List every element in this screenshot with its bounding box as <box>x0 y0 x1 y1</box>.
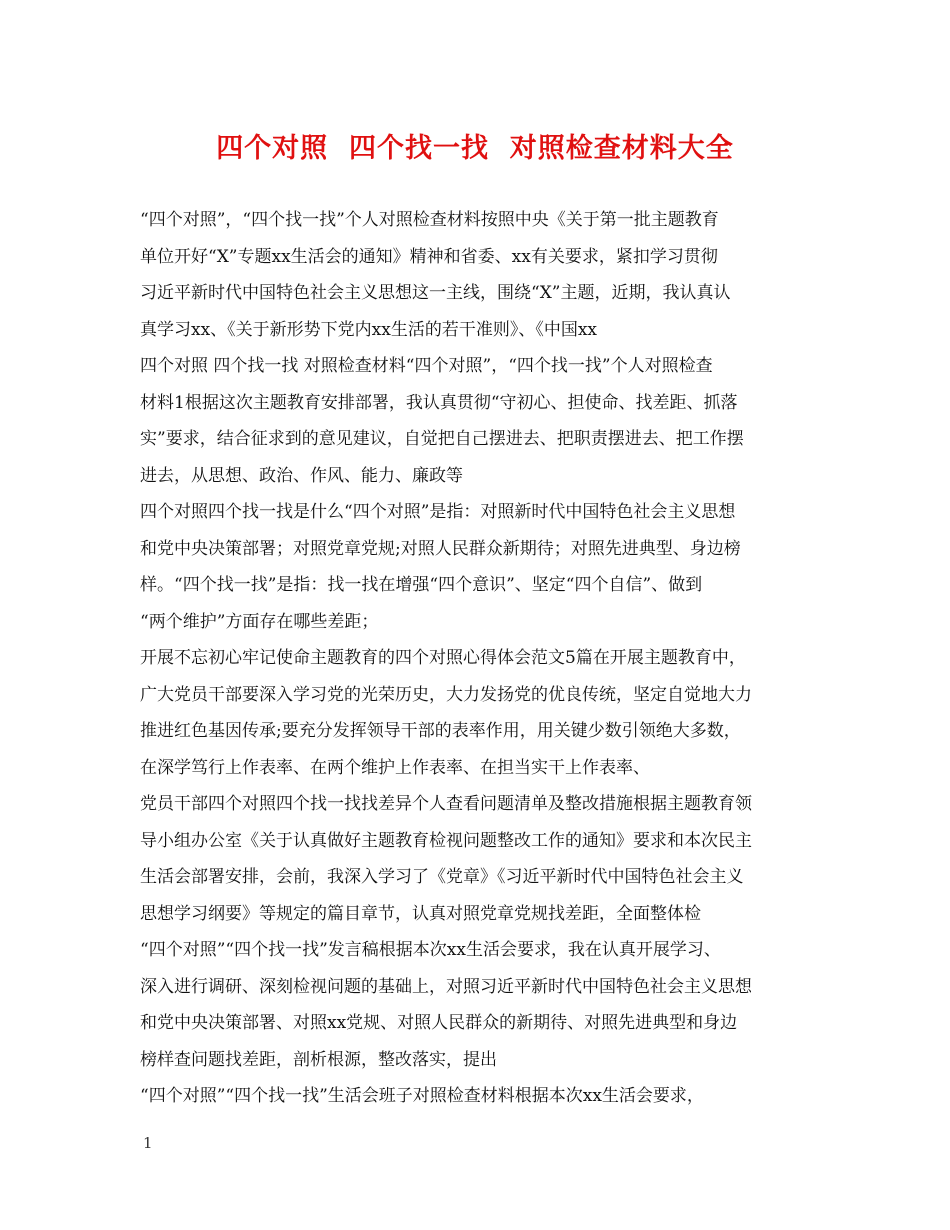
text-line: 推进红色基因传承;要充分发挥领导干部的表率作用，用关键少数引领绝大多数， <box>140 721 741 741</box>
text-line: 党员干部四个对照四个找一找找差异个人查看问题清单及整改措施根据主题教育领 <box>140 794 752 814</box>
text-line: 深入进行调研、深刻检视问题的基础上，对照习近平新时代中国特色社会主义思想 <box>140 976 752 997</box>
document-title: 四个对照 四个找一找 对照检查材料大全 <box>216 133 734 164</box>
text-line: 和党中央决策部署、对照xx党规、对照人民群众的新期待、对照先进典型和身边 <box>140 1013 738 1033</box>
text-line: 思想学习纲要》等规定的篇目章节，认真对照党章党规找差距，全面整体检 <box>140 903 701 924</box>
text-line: 广大党员干部要深入学习党的光荣历史，大力发扬党的优良传统，坚定自觉地大力 <box>140 684 752 705</box>
text-line: 习近平新时代中国特色社会主义思想这一主线，围绕“X”主题，近期，我认真认 <box>140 283 731 303</box>
text-line: 四个对照 四个找一找 对照检查材料“四个对照”，“四个找一找”个人对照检查 <box>140 356 713 376</box>
text-line: 导小组办公室《关于认真做好主题教育检视问题整改工作的通知》要求和本次民主 <box>140 830 752 851</box>
text-line: “两个维护”方面存在哪些差距； <box>140 611 379 632</box>
text-line: 开展不忘初心牢记使命主题教育的四个对照心得体会范文5篇在开展主题教育中， <box>140 648 746 668</box>
text-line: 在深学笃行上作表率、在两个维护上作表率、在担当实干上作表率、 <box>140 757 650 778</box>
text-line: “四个对照”，“四个找一找”个人对照检查材料按照中央《关于第一批主题教育 <box>140 210 719 230</box>
page-number: 1 <box>143 1134 153 1152</box>
text-line: 真学习xx、《关于新形势下党内xx生活的若干准则》、《中国xx <box>140 319 598 340</box>
document-body <box>140 202 830 1115</box>
text-line: “四个对照”“四个找一找”生活会班子对照检查材料根据本次xx生活会要求， <box>140 1086 704 1106</box>
text-line: 进去，从思想、政治、作风、能力、廉政等 <box>140 465 463 486</box>
text-line: 四个对照四个找一找是什么“四个对照”是指：对照新时代中国特色社会主义思想 <box>140 502 736 522</box>
text-line: 和党中央决策部署；对照党章党规;对照人民群众新期待；对照先进典型、身边榜 <box>140 538 741 559</box>
text-line: 材料1根据这次主题教育安排部署，我认真贯彻“守初心、担使命、找差距、抓落 <box>140 392 738 413</box>
text-line: 生活会部署安排，会前，我深入学习了《党章》《习近平新时代中国特色社会主义 <box>140 867 744 887</box>
text-line: 样。“四个找一找”是指：找一找在增强“四个意识”、坚定“四个自信”、做到 <box>140 575 703 595</box>
text-line: 实”要求，结合征求到的意见建议，自觉把自己摆进去、把职责摆进去、把工作摆 <box>140 429 744 449</box>
text-line: 单位开好“X”专题xx生活会的通知》精神和省委、xx有关要求，紧扣学习贯彻 <box>140 246 718 267</box>
text-line: “四个对照”“四个找一找”发言稿根据本次xx生活会要求，我在认真开展学习、 <box>140 940 721 960</box>
text-line: 榜样查问题找差距，剖析根源，整改落实，提出 <box>140 1049 497 1070</box>
